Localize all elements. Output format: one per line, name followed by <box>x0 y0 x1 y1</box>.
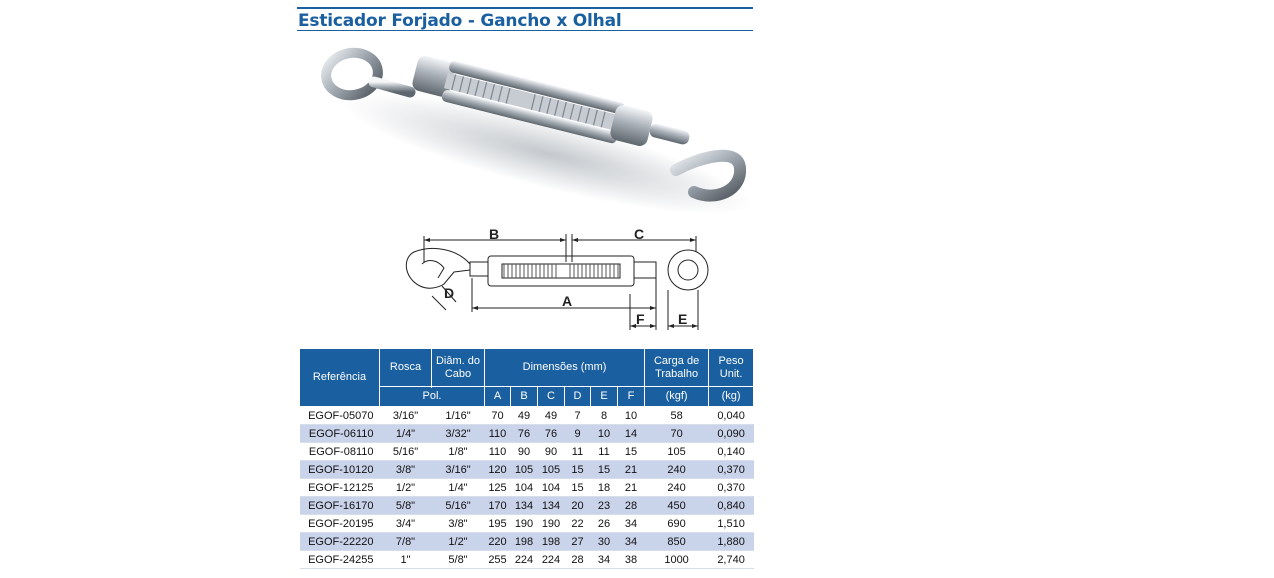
cell-rosca: 3/8" <box>380 461 432 479</box>
cell-rosca: 5/16" <box>380 443 432 461</box>
cell-b: 190 <box>511 515 538 533</box>
cell-c: 198 <box>538 533 565 551</box>
cell-carga: 690 <box>645 515 709 533</box>
cell-carga: 240 <box>645 479 709 497</box>
cell-a: 255 <box>485 551 511 569</box>
header-dim-b: B <box>511 387 538 407</box>
cell-f: 15 <box>618 443 645 461</box>
header-referencia: Referência <box>300 349 380 407</box>
spec-table <box>299 348 754 569</box>
cell-c: 224 <box>538 551 565 569</box>
cell-cabo: 5/16" <box>432 497 485 515</box>
cell-a: 110 <box>485 425 511 443</box>
cell-d: 28 <box>565 551 591 569</box>
table-row <box>300 407 754 425</box>
cell-ref: EGOF-10120 <box>300 461 380 479</box>
cell-b: 134 <box>511 497 538 515</box>
cell-f: 28 <box>618 497 645 515</box>
cell-peso: 0,370 <box>709 461 754 479</box>
cell-ref: EGOF-22220 <box>300 533 380 551</box>
cell-c: 90 <box>538 443 565 461</box>
header-pol: Pol. <box>380 387 485 407</box>
cell-rosca: 3/4" <box>380 515 432 533</box>
cell-c: 76 <box>538 425 565 443</box>
cell-peso: 0,040 <box>709 407 754 425</box>
table-row <box>300 461 754 479</box>
cell-f: 38 <box>618 551 645 569</box>
header-dim-a: A <box>485 387 511 407</box>
cell-f: 21 <box>618 461 645 479</box>
cell-ref: EGOF-20195 <box>300 515 380 533</box>
cell-e: 15 <box>591 461 618 479</box>
cell-d: 22 <box>565 515 591 533</box>
cell-peso: 0,090 <box>709 425 754 443</box>
cell-a: 110 <box>485 443 511 461</box>
cell-b: 49 <box>511 407 538 425</box>
table-row <box>300 443 754 461</box>
cell-b: 90 <box>511 443 538 461</box>
header-peso: Peso Unit. <box>709 349 754 387</box>
cell-b: 105 <box>511 461 538 479</box>
label-c: C <box>634 226 645 242</box>
cell-ref: EGOF-05070 <box>300 407 380 425</box>
cell-rosca: 5/8" <box>380 497 432 515</box>
cell-cabo: 5/8" <box>432 551 485 569</box>
cell-rosca: 7/8" <box>380 533 432 551</box>
cell-c: 190 <box>538 515 565 533</box>
cell-cabo: 1/2" <box>432 533 485 551</box>
diagram-body <box>488 256 634 286</box>
cell-b: 104 <box>511 479 538 497</box>
cell-a: 125 <box>485 479 511 497</box>
cell-e: 30 <box>591 533 618 551</box>
cell-b: 76 <box>511 425 538 443</box>
table-row <box>300 425 754 443</box>
label-e: E <box>678 311 688 327</box>
header-rosca: Rosca <box>380 349 432 387</box>
header-dim-c: C <box>538 387 565 407</box>
page-title <box>297 7 753 31</box>
cell-rosca: 1/2" <box>380 479 432 497</box>
cell-ref: EGOF-06110 <box>300 425 380 443</box>
cell-carga: 1000 <box>645 551 709 569</box>
header-dim-e: E <box>591 387 618 407</box>
cell-c: 134 <box>538 497 565 515</box>
dimension-diagram <box>398 222 718 334</box>
cell-carga: 450 <box>645 497 709 515</box>
cell-f: 21 <box>618 479 645 497</box>
cell-c: 105 <box>538 461 565 479</box>
cell-cabo: 1/4" <box>432 479 485 497</box>
turnbuckle-photo <box>318 42 758 220</box>
table-row <box>300 497 754 515</box>
cell-e: 18 <box>591 479 618 497</box>
diagram-eye <box>668 250 708 290</box>
cell-e: 23 <box>591 497 618 515</box>
cell-b: 224 <box>511 551 538 569</box>
page-title-text: Esticador Forjado - Gancho x Olhal <box>298 11 622 31</box>
header-dim-f: F <box>618 387 645 407</box>
diagram-hook <box>406 248 470 288</box>
table-row <box>300 479 754 497</box>
label-f: F <box>636 311 645 327</box>
cell-f: 34 <box>618 533 645 551</box>
cell-c: 49 <box>538 407 565 425</box>
cell-a: 195 <box>485 515 511 533</box>
cell-a: 120 <box>485 461 511 479</box>
table-row <box>300 551 754 569</box>
header-dimensoes: Dimensões (mm) <box>485 349 645 387</box>
header-kg: (kg) <box>709 387 754 407</box>
eye-ring <box>323 49 382 99</box>
header-diam-cabo: Diâm. do Cabo <box>432 349 485 387</box>
table-row <box>300 533 754 551</box>
cell-rosca: 1/4" <box>380 425 432 443</box>
cell-ref: EGOF-12125 <box>300 479 380 497</box>
cell-a: 170 <box>485 497 511 515</box>
cell-cabo: 3/8" <box>432 515 485 533</box>
cell-cabo: 3/32" <box>432 425 485 443</box>
cell-f: 14 <box>618 425 645 443</box>
cell-e: 8 <box>591 407 618 425</box>
cell-d: 9 <box>565 425 591 443</box>
cell-d: 20 <box>565 497 591 515</box>
header-dim-d: D <box>565 387 591 407</box>
cell-ref: EGOF-16170 <box>300 497 380 515</box>
cell-peso: 1,510 <box>709 515 754 533</box>
cell-f: 10 <box>618 407 645 425</box>
cell-cabo: 3/16" <box>432 461 485 479</box>
cell-e: 10 <box>591 425 618 443</box>
label-d: D <box>444 285 455 301</box>
table-row <box>300 515 754 533</box>
label-a: A <box>562 293 573 309</box>
cell-a: 220 <box>485 533 511 551</box>
header-kgf: (kgf) <box>645 387 709 407</box>
cell-f: 34 <box>618 515 645 533</box>
cell-d: 15 <box>565 479 591 497</box>
cell-cabo: 1/8" <box>432 443 485 461</box>
cell-rosca: 3/16" <box>380 407 432 425</box>
cell-rosca: 1" <box>380 551 432 569</box>
cell-peso: 0,370 <box>709 479 754 497</box>
cell-e: 34 <box>591 551 618 569</box>
cell-peso: 2,740 <box>709 551 754 569</box>
cell-peso: 1,880 <box>709 533 754 551</box>
cell-d: 15 <box>565 461 591 479</box>
cell-a: 70 <box>485 407 511 425</box>
cell-d: 27 <box>565 533 591 551</box>
cell-peso: 0,840 <box>709 497 754 515</box>
cell-e: 26 <box>591 515 618 533</box>
cell-b: 198 <box>511 533 538 551</box>
cell-peso: 0,140 <box>709 443 754 461</box>
cell-c: 104 <box>538 479 565 497</box>
header-carga: Carga de Trabalho <box>645 349 709 387</box>
cell-ref: EGOF-24255 <box>300 551 380 569</box>
cell-carga: 70 <box>645 425 709 443</box>
cell-d: 7 <box>565 407 591 425</box>
cell-carga: 240 <box>645 461 709 479</box>
cell-carga: 850 <box>645 533 709 551</box>
cell-ref: EGOF-08110 <box>300 443 380 461</box>
cell-carga: 58 <box>645 407 709 425</box>
cell-carga: 105 <box>645 443 709 461</box>
cell-cabo: 1/16" <box>432 407 485 425</box>
label-b: B <box>489 226 500 242</box>
cell-d: 11 <box>565 443 591 461</box>
cell-e: 11 <box>591 443 618 461</box>
